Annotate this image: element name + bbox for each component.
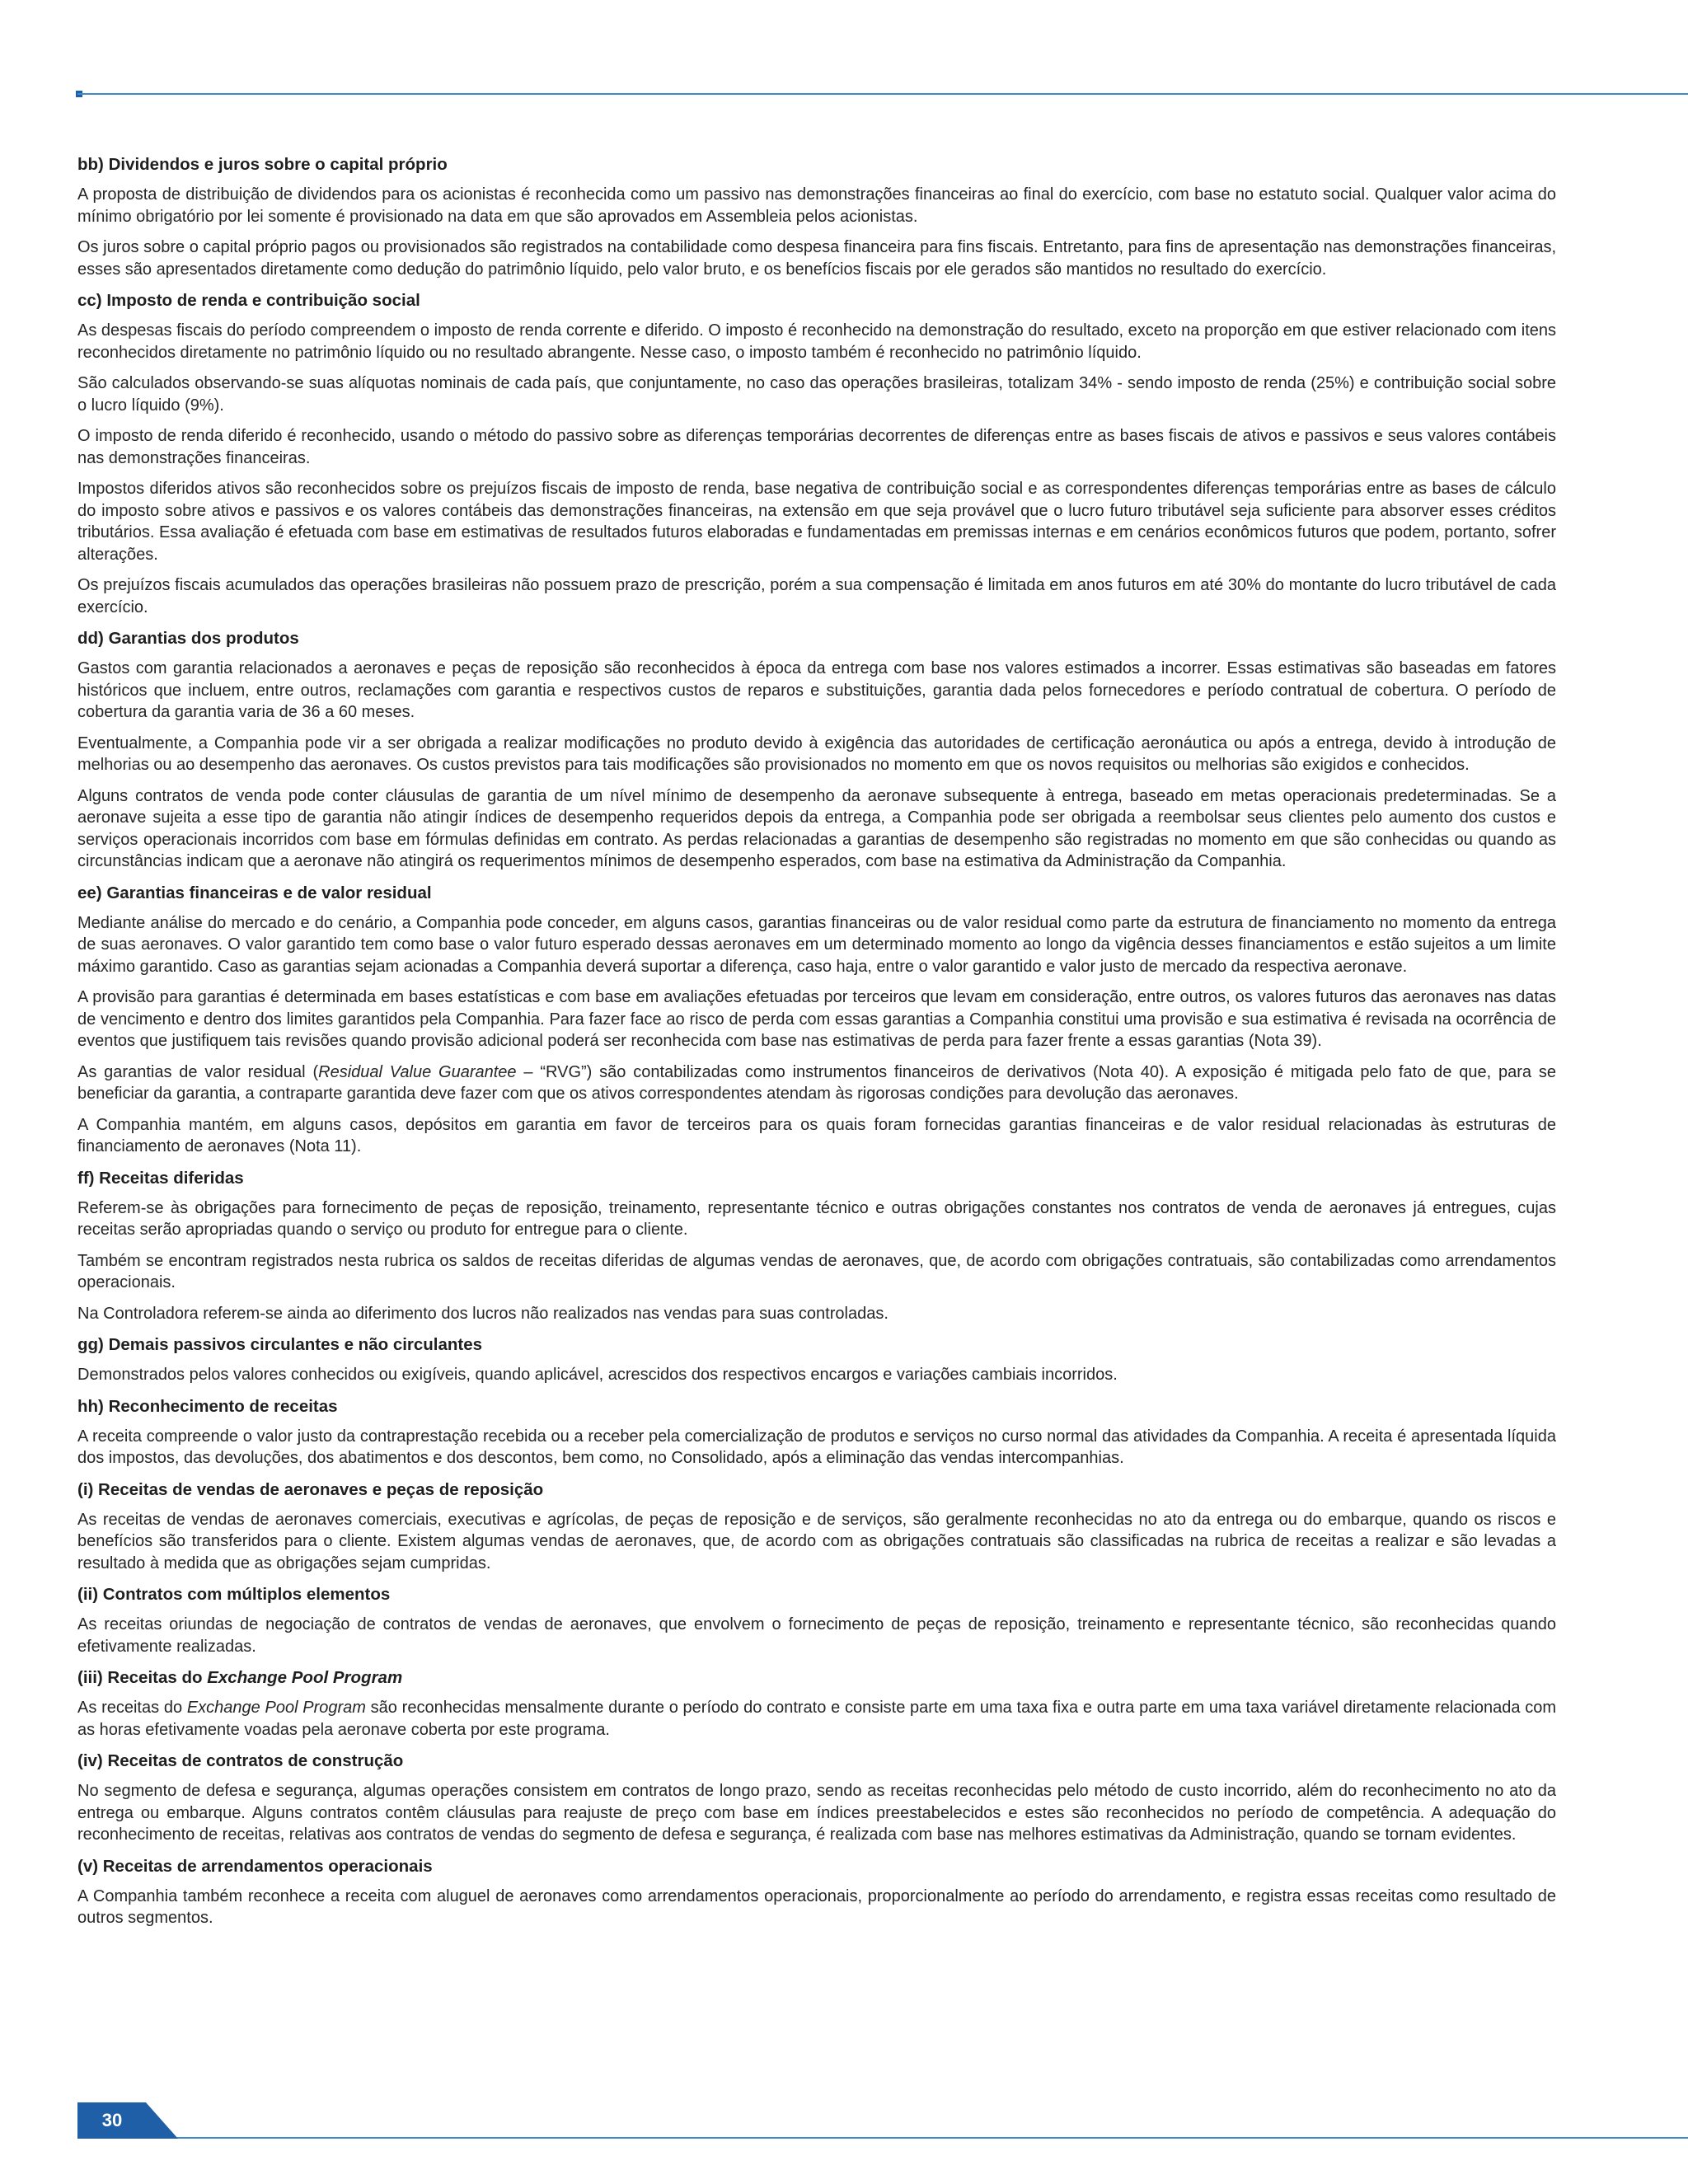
paragraph-text: As receitas de vendas de aeronaves comerciais, executivas e agrícolas, de peças de reposição e de serviços, são geralmente reconhecidas no ato da entrega ou do embarque, quando os riscos e benefícios são transferidos para o cliente. Existem algumas vendas de aeronaves, que, de acordo com as obrigações contratuais são classificadas na rubrica de receitas a realizar e são levadas a resultado à medida que as obrigações sejam cumpridas. bbox=[77, 1510, 1556, 1572]
paragraph bbox=[77, 1062, 1556, 1105]
section-heading-cc bbox=[77, 289, 1556, 312]
section-heading-text: bb) Dividendos e juros sobre o capital próprio bbox=[77, 155, 448, 174]
section-heading-text: gg) Demais passivos circulantes e não circulantes bbox=[77, 1335, 483, 1354]
paragraph-text: Na Controladora referem-se ainda ao diferimento dos lucros não realizados nas vendas para suas controladas. bbox=[77, 1304, 889, 1323]
paragraph bbox=[77, 574, 1556, 618]
paragraph bbox=[77, 320, 1556, 363]
section-heading-text: ff) Receitas diferidas bbox=[77, 1168, 244, 1188]
paragraph bbox=[77, 1780, 1556, 1846]
italic-term: Residual Value Guarantee bbox=[318, 1062, 517, 1081]
paragraph bbox=[77, 733, 1556, 776]
section-heading-hh bbox=[77, 1395, 1556, 1418]
section-heading-text: (iii) Receitas do bbox=[77, 1668, 208, 1687]
paragraph-text: A provisão para garantias é determinada em bases estatísticas e com base em avaliações efetuadas por terceiros que levam em consideração, entre outros, os valores futuros das aeronaves nas datas de vencimento e dentro dos limites garantidos pela Companhia. Para fazer face ao risco de perda com essas garantias a Companhia constitui uma provisão e sua estimativa é revisada na ocorrência de eventos que justifiquem tais revisões quando provisão adicional poderá ser reconhecida com base nas estimativas de perda para fazer frente a essas garantias (Nota 39). bbox=[77, 988, 1556, 1050]
footer-rule bbox=[157, 2137, 1688, 2139]
paragraph-text: Também se encontram registrados nesta rubrica os saldos de receitas diferidas de algumas vendas de aeronaves, que, de acordo com obrigações contratuais, são contabilizadas como arrendamentos operacionais. bbox=[77, 1251, 1556, 1291]
paragraph-text: Referem-se às obrigações para fornecimento de peças de reposição, treinamento, representante técnico e outras obrigações constantes nos contratos de venda de aeronaves já entregues, cujas receitas serão apropriadas quando o serviço ou produto for entregue para o cliente. bbox=[77, 1198, 1556, 1239]
page-number: 30 bbox=[101, 2110, 123, 2130]
section-heading-bb bbox=[77, 153, 1556, 176]
paragraph-text: No segmento de defesa e segurança, algumas operações consistem em contratos de longo prazo, sendo as receitas reconhecidas pelo método de custo incorrido, além do reconhecimento no ato da entrega ou embarque. Alguns contratos contêm cláusulas para reajuste de preço com base em índices preestabelecidos e estes são reconhecidos no período de competência. A adequação do reconhecimento de receitas, relativas aos contratos de vendas do segmento de defesa e segurança, é realizada com base nas melhores estimativas da Administração, quando se tornam evidentes. bbox=[77, 1782, 1556, 1844]
paragraph bbox=[77, 1364, 1556, 1386]
paragraph bbox=[77, 1114, 1556, 1158]
section-heading-text: (v) Receitas de arrendamentos operacionais bbox=[77, 1856, 433, 1876]
paragraph bbox=[77, 425, 1556, 469]
paragraph-text: As receitas oriundas de negociação de contratos de vendas de aeronaves, que envolvem o fornecimento de peças de reposição, treinamento e representante técnico, são reconhecidas quando efetivamente realizadas. bbox=[77, 1615, 1556, 1656]
italic-term: Exchange Pool Program bbox=[186, 1699, 366, 1717]
paragraph bbox=[77, 658, 1556, 724]
section-heading-text: hh) Reconhecimento de receitas bbox=[77, 1396, 338, 1416]
paragraph-text: – “RVG”) são contabilizadas como instrumentos financeiros de derivativos (Nota 40). A exposição é mitigada pelo fato de que, para se beneficiar da garantia, a contraparte garantida deve fazer com que os ativos correspondentes atendam às rigorosas condições para devolução das aeronaves. bbox=[77, 1062, 1557, 1103]
paragraph-text: Alguns contratos de venda pode conter cláusulas de garantia de um nível mínimo de desempenho da aeronave subsequente à entrega, baseado em metas operacionais predeterminadas. Se a aeronave sujeita a esse tipo de garantia não atingir índices de desempenho requeridos depois da entrega, a Companhia pode ser obrigada a reembolsar seus clientes pelo aumento dos custos e serviços operacionais incorridos com base em fórmulas definidas em contrato. As perdas relacionadas a garantias de desempenho são registradas no momento em que são conhecidas ou quando as circunstâncias indicam que a aeronave não atingirá os requerimentos mínimos de desempenho esperados, com base na estimativa da Administração da Companhia. bbox=[77, 786, 1556, 870]
paragraph bbox=[77, 1250, 1556, 1294]
paragraph-text: A Companhia também reconhece a receita com aluguel de aeronaves como arrendamentos operacionais, proporcionalmente ao período do arrendamento, e registra essas receitas como resultado de outros segmentos. bbox=[77, 1886, 1556, 1927]
paragraph-text: são reconhecidas mensalmente durante o período do contrato e consiste parte em uma taxa fixa e outra parte em uma taxa variável diretamente relacionada com as horas efetivamente voadas pela aeronave coberta por este programa. bbox=[77, 1699, 1556, 1739]
section-heading-text: (i) Receitas de vendas de aeronaves e peças de reposição bbox=[77, 1479, 544, 1499]
section-heading-italic: Exchange Pool Program bbox=[207, 1668, 403, 1687]
paragraph bbox=[77, 1886, 1556, 1929]
paragraph bbox=[77, 478, 1556, 565]
paragraph bbox=[77, 237, 1556, 280]
paragraph-text: A Companhia mantém, em alguns casos, depósitos em garantia em favor de terceiros para os quais foram fornecidas garantias financeiras e de valor residual relacionadas às estruturas de financiamento de aeronaves (Nota 11). bbox=[77, 1115, 1556, 1155]
section-heading-gg bbox=[77, 1333, 1556, 1356]
paragraph-text: Mediante análise do mercado e do cenário, a Companhia pode conceder, em alguns casos, garantias financeiras ou de valor residual como parte da estrutura de financiamento no momento da entrega de suas aeronaves. O valor garantido tem como base o valor futuro esperado dessas aeronaves em um determinado momento ao longo da vigência desses financiamentos e estão sujeitos a um limite máximo garantido. Caso as garantias sejam acionadas a Companhia deverá suportar a diferença, caso haja, entre o valor garantido e valor justo de mercado da respectiva aeronave. bbox=[77, 913, 1556, 976]
section-heading-text: dd) Garantias dos produtos bbox=[77, 629, 299, 648]
section-heading-dd bbox=[77, 627, 1556, 649]
paragraph-text: O imposto de renda diferido é reconhecido, usando o método do passivo sobre as diferenças temporárias decorrentes de diferenças entre as bases fiscais de ativos e passivos e seus valores contábeis nas demonstrações financeiras. bbox=[77, 427, 1556, 467]
section-heading-hh-v bbox=[77, 1855, 1556, 1877]
paragraph-text: Impostos diferidos ativos são reconhecidos sobre os prejuízos fiscais de imposto de renda, base negativa de contribuição social e as correspondentes diferenças temporárias entre as bases de cálculo do imposto sobre ativos e passivos e os valores contábeis das demonstrações financeiras, na extensão em que seja provável que o lucro futuro tributável seja suficiente para absorver esses créditos tributários. Essa avaliação é efetuada com base em estimativas de resultados futuros elaboradas e fundamentadas em premissas internas e em cenários econômicos futuros que podem, portanto, sofrer alterações. bbox=[77, 480, 1556, 564]
header-rule bbox=[77, 93, 1688, 95]
document-body bbox=[77, 153, 1556, 1938]
section-heading-hh-iv bbox=[77, 1750, 1556, 1772]
paragraph-text: As receitas do bbox=[77, 1699, 187, 1717]
section-heading-text: (iv) Receitas de contratos de construção bbox=[77, 1751, 404, 1770]
paragraph bbox=[77, 785, 1556, 873]
paragraph-text: As despesas fiscais do período compreendem o imposto de renda corrente e diferido. O imposto é reconhecido na demonstração do resultado, exceto na proporção em que estiver relacionado com itens reconhecidos diretamente no patrimônio líquido ou no resultado abrangente. Nesse caso, o imposto também é reconhecido no patrimônio líquido. bbox=[77, 321, 1556, 362]
section-heading-ee bbox=[77, 882, 1556, 904]
paragraph bbox=[77, 1697, 1556, 1741]
paragraph-text: As garantias de valor residual ( bbox=[77, 1062, 319, 1081]
paragraph-text: A receita compreende o valor justo da contraprestação recebida ou a receber pela comercialização de produtos e serviços no curso normal das atividades da Companhia. A receita é apresentada líquida dos impostos, das devoluções, dos abatimentos e dos descontos, bem como, no Consolidado, após a eliminação das vendas intercompanhias. bbox=[77, 1427, 1556, 1467]
paragraph bbox=[77, 373, 1556, 416]
section-heading-hh-iii bbox=[77, 1666, 1556, 1689]
paragraph bbox=[77, 1303, 1556, 1325]
section-heading-text: (ii) Contratos com múltiplos elementos bbox=[77, 1585, 391, 1604]
paragraph-text: Os prejuízos fiscais acumulados das operações brasileiras não possuem prazo de prescrição, porém a sua compensação é limitada em anos futuros em até 30% do montante do lucro tributável de cada exercício. bbox=[77, 576, 1556, 616]
section-heading-hh-i bbox=[77, 1479, 1556, 1501]
paragraph bbox=[77, 987, 1556, 1052]
paragraph bbox=[77, 1426, 1556, 1469]
section-heading-ff bbox=[77, 1167, 1556, 1189]
paragraph-text: Eventualmente, a Companhia pode vir a ser obrigada a realizar modificações no produto devido à exigência das autoridades de certificação aeronáutica ou após a entrega, devido à introdução de melhorias ou ao desempenho das aeronaves. Os custos previstos para tais modificações são provisionados no momento em que os novos requisitos ou melhorias são exigidos e conhecidos. bbox=[77, 733, 1556, 774]
section-heading-text: ee) Garantias financeiras e de valor residual bbox=[77, 883, 432, 902]
section-heading-text: cc) Imposto de renda e contribuição social bbox=[77, 291, 420, 310]
paragraph-text: Demonstrados pelos valores conhecidos ou exigíveis, quando aplicável, acrescidos dos respectivos encargos e variações cambiais incorridos. bbox=[77, 1366, 1118, 1384]
paragraph-text: Gastos com garantia relacionados a aeronaves e peças de reposição são reconhecidos à época da entrega com base nos valores estimados a incorrer. Essas estimativas são baseadas em fatores históricos que incluem, entre outros, reclamações com garantia e respectivos custos de reparos e substituições, garantia dada pelos fornecedores e período contratual de cobertura. O período de cobertura da garantia varia de 36 a 60 meses. bbox=[77, 659, 1556, 721]
paragraph bbox=[77, 912, 1556, 978]
paragraph bbox=[77, 184, 1556, 227]
paragraph-text: Os juros sobre o capital próprio pagos ou provisionados são registrados na contabilidade como despesa financeira para fins fiscais. Entretanto, para fins de apresentação nas demonstrações financeiras, esses são apresentados diretamente como dedução do patrimônio líquido, pelo valor bruto, e os benefícios fiscais por ele gerados são mantidos no resultado do exercício. bbox=[77, 238, 1556, 279]
paragraph-text: A proposta de distribuição de dividendos para os acionistas é reconhecida como um passivo nas demonstrações financeiras ao final do exercício, com base no estatuto social. Qualquer valor acima do mínimo obrigatório por lei somente é provisionado na data em que são aprovados em Assembleia pelos acionistas. bbox=[77, 185, 1556, 226]
paragraph-text: São calculados observando-se suas alíquotas nominais de cada país, que conjuntamente, no caso das operações brasileiras, totalizam 34% - sendo imposto de renda (25%) e contribuição social sobre o lucro líquido (9%). bbox=[77, 374, 1556, 415]
paragraph bbox=[77, 1509, 1556, 1575]
paragraph bbox=[77, 1614, 1556, 1657]
section-heading-hh-ii bbox=[77, 1583, 1556, 1605]
paragraph bbox=[77, 1197, 1556, 1241]
